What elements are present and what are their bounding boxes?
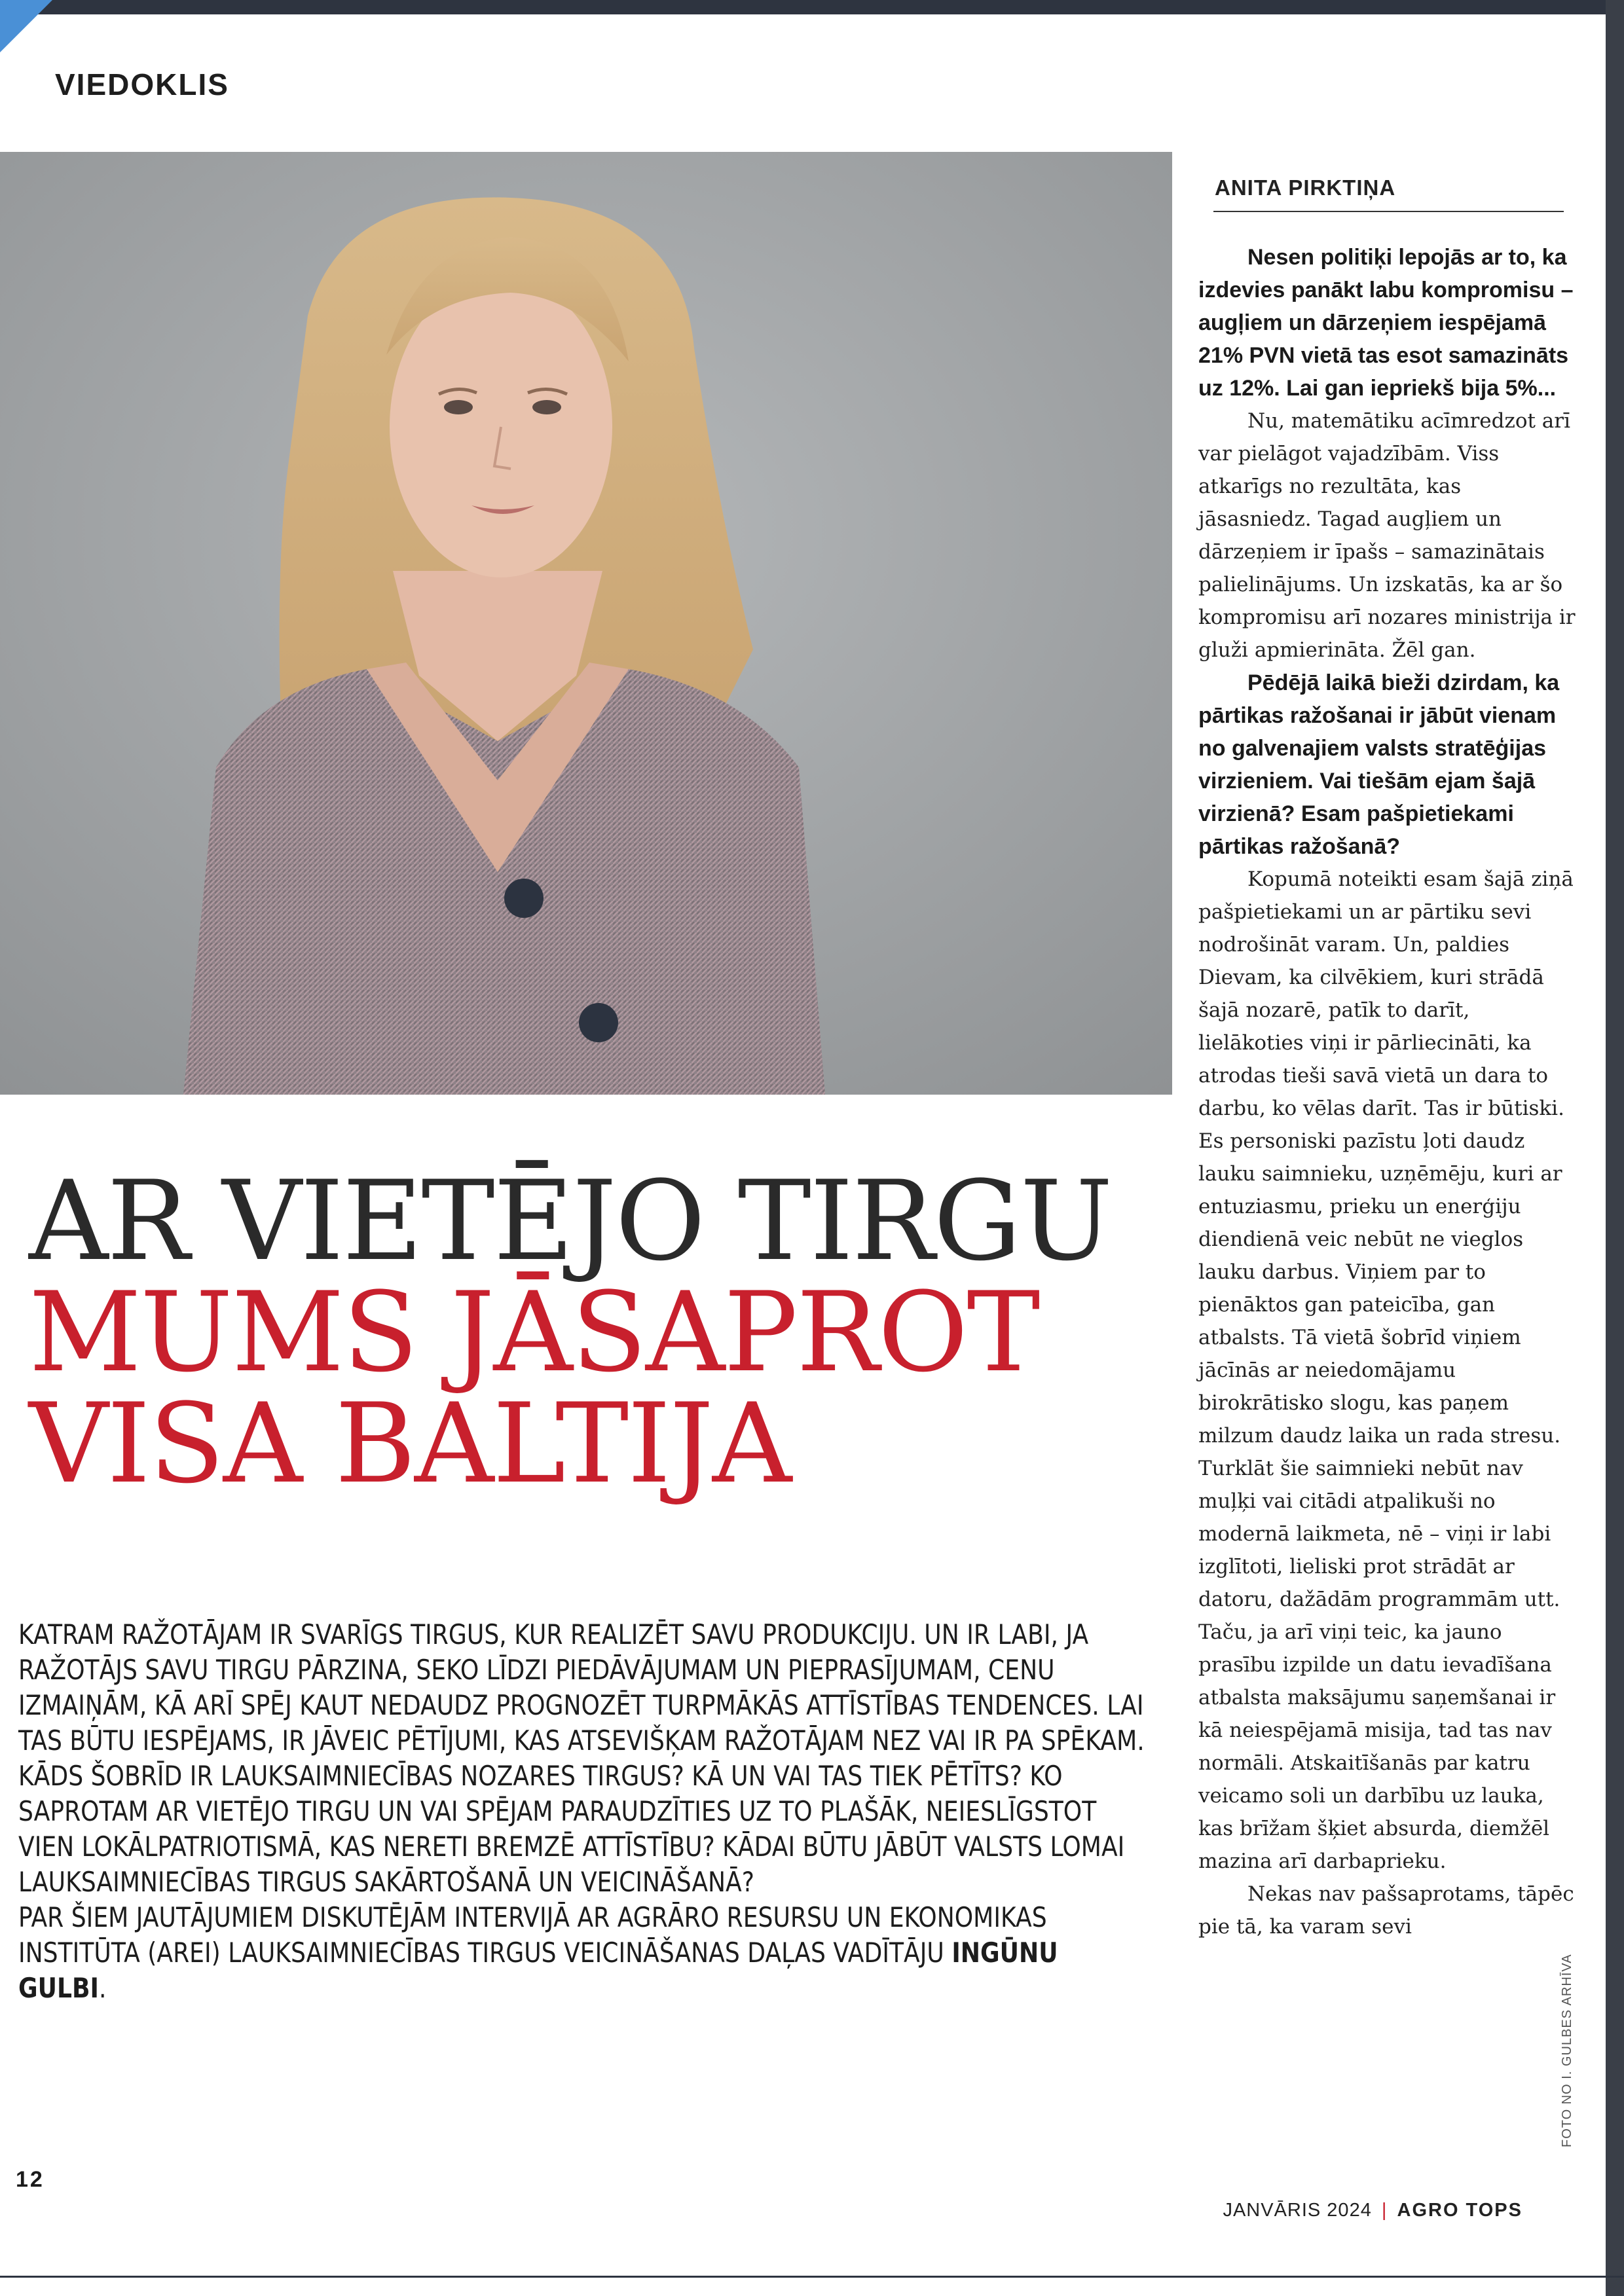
author-divider bbox=[1213, 211, 1564, 212]
lede-paragraph-3-end: . bbox=[98, 1972, 107, 2004]
lede bbox=[18, 1617, 1145, 2006]
interview-column bbox=[1198, 241, 1578, 1943]
footer-separator: | bbox=[1381, 2200, 1388, 2221]
question-1: Nesen politiķi lepojās ar to, ka izdevies panākt labu kompromisu – augļiem un dārzeņiem iespējamā 21% PVN vietā tas esot samazināts uz 12%. Lai gan iepriekš bija 5%... bbox=[1198, 245, 1574, 401]
headline-line-1: AR VIETĒJO TIRGU bbox=[29, 1157, 1112, 1285]
page-number: 12 bbox=[16, 2167, 45, 2192]
corner-tab bbox=[0, 0, 52, 52]
answer-1: Nu, matemātiku acīmredzot arī var pielāgot vajadzībām. Viss atkarīgs no rezultāta, kas jāsasniedz. Tagad augļiem un dārzeņiem ir īpašs – samazinātais palielinājums. Un izskatās, ka ar šo kompromisu arī nozares ministrija ir gluži apmierināta. Žēl gan. bbox=[1198, 409, 1576, 662]
photo-credit: FOTO NO I. GULBES ARHĪVA bbox=[1560, 1954, 1574, 2147]
interviewee-name: INGŪNU GULBI bbox=[18, 1937, 1058, 2004]
lede-paragraph-1: KATRAM RAŽOTĀJAM IR SVARĪGS TIRGUS, KUR REALIZĒT SAVU PRODUKCIJU. UN IR LABI, JA RAŽOTĀJS SAVU TIRGU PĀRZINA, SEKO LĪDZI PIEDĀVĀJUMAM UN PIEPRASĪJUMAM, CENU IZMAIŅĀM, KĀ ARĪ SPĒJ KAUT NEDAUDZ PROGNOZĒT TURPMĀKĀS ATTĪSTĪBAS TENDENCES. LAI TAS BŪTU IESPĒJAMS, IR JĀVEIC PĒTĪJUMI, KAS ATSEVIŠĶAM RAŽOTĀJAM NEZ VAI IR PA SPĒKAM. bbox=[18, 1618, 1145, 1757]
lede-paragraph-3-text: PAR ŠIEM JAUTĀJUMIEM DISKUTĒJĀM INTERVIJĀ AR AGRĀRO RESURSU UN EKONOMIKAS INSTITŪTA (AREI) LAUKSAIMNIECĪBAS TIRGUS VEICINĀŠANAS DAĻAS VADĪTĀJU bbox=[18, 1901, 1047, 1969]
answer-3: Nekas nav pašsaprotams, tāpēc pie tā, ka varam sevi bbox=[1198, 1882, 1574, 1939]
author-name: ANITA PIRKTIŅA bbox=[1215, 175, 1396, 200]
scan-top-edge bbox=[0, 0, 1624, 14]
scan-bottom-edge bbox=[0, 2276, 1624, 2278]
headline bbox=[29, 1157, 1168, 1508]
answer-2: Kopumā noteikti esam šajā ziņā pašpietiekami un ar pārtiku sevi nodrošināt varam. Un, paldies Dievam, ka cilvēkiem, kuri strādā šajā nozarē, patīk to darīt, lielākoties viņi ir pārliecināti, ka atrodas tieši savā vietā un dara to darbu, ko vēlas darīt. Tas ir būtiski. Es personiski pazīstu ļoti daudz lauku saimnieku, uzņēmēju, kuri ar entuziasmu, prieku un enerģiju diendienā veic nebūt ne vieglos lauku darbus. Viņiem par to pienāktos gan pateicība, gan atbalsts. Tā vietā šobrīd viņiem jācīnās ar neiedomājamu birokrātisko slogu, kas paņem milzum daudz laika un rada stresu. Turklāt šie saimnieki nebūt nav muļķi vai citādi atpalikuši no modernā laikmeta, nē – viņi ir labi izglītoti, lieliski prot strādāt ar datoru, dažādām programmām utt. Taču, ja arī viņi teic, ka jauno prasību izpilde un datu ievadīšana atbalsta maksājumu saņemšanai ir kā neiespējamā misija, tad tas nav normāli. Atskaitīšanās par katru veicamo soli un darbību uz lauka, kas brīžam šķiet absurda, diemžēl mazina arī darbaprieku. bbox=[1198, 867, 1574, 1873]
magazine-name: AGRO TOPS bbox=[1397, 2200, 1522, 2221]
section-label: VIEDOKLIS bbox=[55, 67, 229, 101]
portrait-photo bbox=[0, 152, 1172, 1095]
scan-right-edge bbox=[1606, 0, 1624, 2296]
headline-line-2: MUMS JĀSAPROT bbox=[29, 1268, 1039, 1396]
lede-paragraph-2: KĀDS ŠOBRĪD IR LAUKSAIMNIECĪBAS NOZARES TIRGUS? KĀ UN VAI TAS TIEK PĒTĪTS? KO SAPROTAM AR VIETĒJO TIRGU UN VAI SPĒJAM PARAUDZĪTIES UZ TO PLAŠĀK, NEIESLĪGSTOT VIEN LOKĀLPATRIOTISMĀ, KAS NERETI BREMZĒ ATTĪSTĪBU? KĀDAI BŪTU JĀBŪT VALSTS LOMAI LAUKSAIMNIECĪBAS TIRGUS SAKĀRTOŠANĀ UN VEICINĀŠANĀ? bbox=[18, 1760, 1125, 1898]
issue-date: JANVĀRIS 2024 bbox=[1223, 2200, 1372, 2221]
question-2: Pēdējā laikā bieži dzirdam, ka pārtikas ražošanai ir jābūt vienam no galvenajiem valsts stratēģijas virzieniem. Vai tiešām ejam šajā virzienā? Esam pašpietiekami pārtikas ražošanā? bbox=[1198, 670, 1560, 859]
footer bbox=[1223, 2200, 1522, 2221]
lede-paragraph-3 bbox=[18, 1900, 1145, 2006]
headline-line-3: VISA BALTIJA bbox=[29, 1379, 791, 1508]
